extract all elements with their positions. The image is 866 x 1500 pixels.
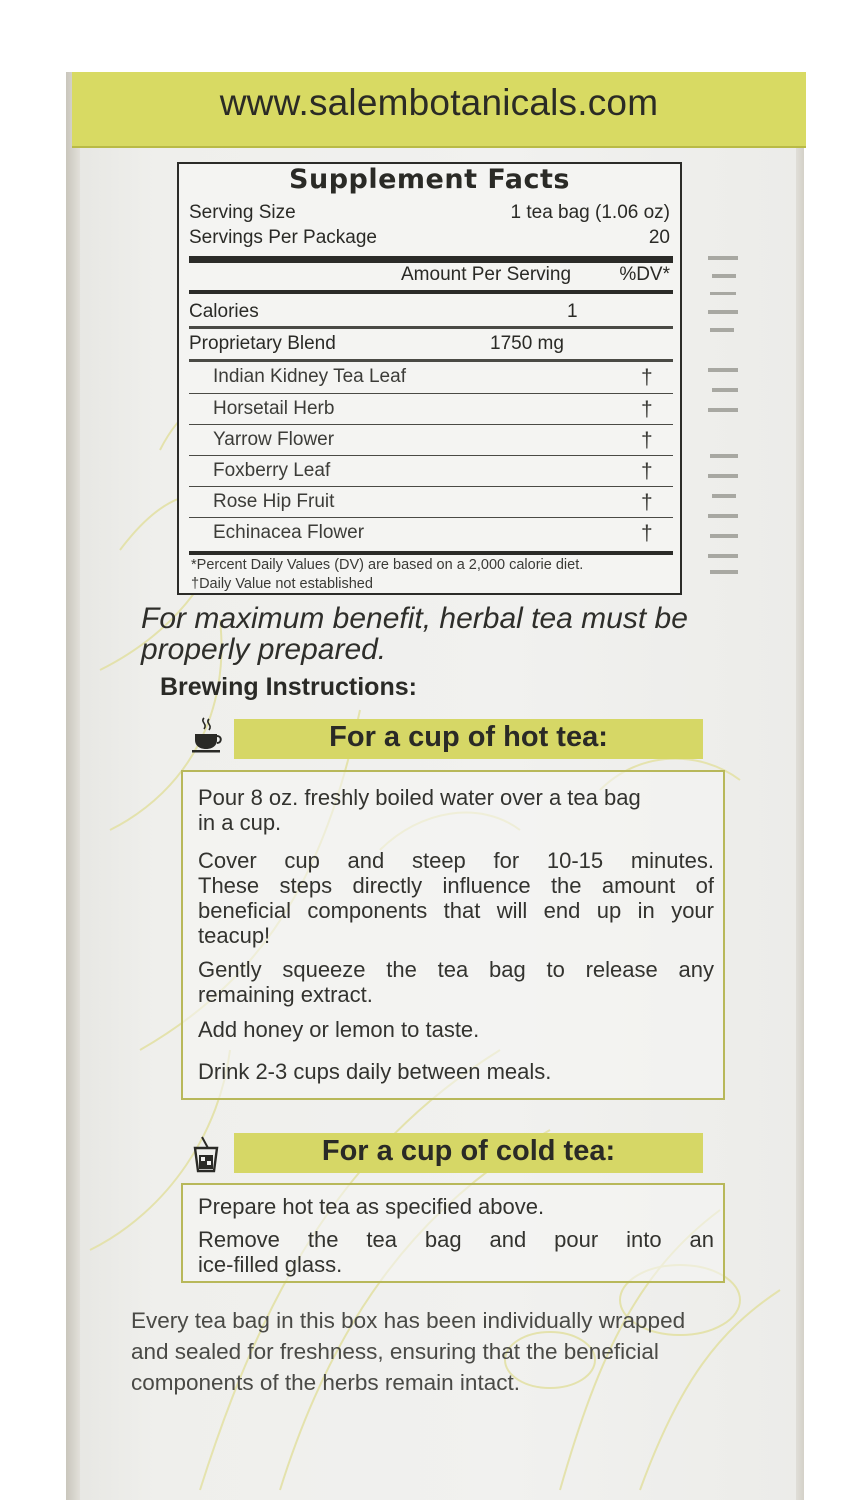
servings-per-package-value: 20 [648, 227, 670, 248]
website-url: www.salembotanicals.com [219, 82, 659, 123]
ingredient-dv: † [641, 366, 653, 389]
preparation-note: For maximum benefit, herbal tea must be properly prepared. [141, 602, 688, 666]
amount-per-serving-header: Amount Per Serving [401, 264, 572, 285]
hot-cup-icon [190, 716, 224, 754]
servings-per-package-label: Servings Per Package [189, 227, 377, 248]
blend-rule [189, 359, 673, 362]
ingredient-name: Rose Hip Fruit [213, 491, 335, 512]
step-line: Prepare hot tea as specified above. [198, 1194, 545, 1219]
closing-line: Every tea bag in this box has been individually wrapped [131, 1308, 686, 1333]
step-line: Cover cup and steep for 10-15 minutes. [198, 848, 714, 873]
step-line: remaining extract. [198, 982, 373, 1007]
ingredient-rule [189, 424, 673, 425]
thick-rule [189, 256, 673, 263]
supplement-facts-title: Supplement Facts [289, 164, 570, 195]
footnote-dv: *Percent Daily Values (DV) are based on a 2,000 calorie diet. [191, 557, 584, 573]
ingredient-rule [189, 393, 673, 394]
ingredient-dv: † [641, 460, 653, 483]
ingredient-dv: † [641, 522, 653, 545]
calories-label: Calories [189, 301, 259, 322]
lot-code-marks [706, 248, 742, 588]
hot-step-1 [198, 785, 714, 835]
ingredient-name: Foxberry Leaf [213, 460, 331, 481]
ingredient-name: Indian Kidney Tea Leaf [213, 366, 406, 387]
supplement-facts-panel [177, 162, 682, 595]
box-right-edge [796, 72, 804, 1500]
step-line: Add honey or lemon to taste. [198, 1017, 480, 1042]
calories-value: 1 [567, 301, 578, 322]
footnote-dagger: †Daily Value not established [191, 576, 373, 592]
cold-tea-heading: For a cup of cold tea: [321, 1135, 616, 1167]
step-line: Gently squeeze the tea bag to release any [198, 957, 714, 982]
hot-step-3 [198, 957, 714, 1007]
hot-step-4 [198, 1017, 714, 1042]
calories-rule [189, 326, 673, 329]
ingredient-name: Echinacea Flower [213, 522, 365, 543]
hot-step-5 [198, 1059, 714, 1084]
step-line: Pour 8 oz. freshly boiled water over a tea bag [198, 785, 641, 810]
box-left-fold [66, 72, 80, 1500]
cold-step-1 [198, 1194, 714, 1219]
medium-rule [189, 290, 673, 294]
ingredient-name: Yarrow Flower [213, 429, 335, 450]
step-line: Remove the tea bag and pour into an [198, 1227, 714, 1252]
step-line: beneficial components that will end up in your [198, 898, 714, 923]
ingredient-dv: † [641, 491, 653, 514]
proprietary-blend-value: 1750 mg [490, 333, 564, 354]
serving-size-value: 1 tea bag (1.06 oz) [510, 202, 670, 223]
step-line: ice-filled glass. [198, 1252, 343, 1277]
step-line: Drink 2-3 cups daily between meals. [198, 1059, 552, 1084]
step-line: teacup! [198, 923, 271, 948]
footnote-rule [189, 551, 673, 555]
ingredient-rule [189, 486, 673, 487]
brewing-instructions-heading: Brewing Instructions: [160, 673, 417, 701]
dv-header: %DV* [619, 264, 670, 285]
closing-line: components of the herbs remain intact. [131, 1370, 520, 1395]
closing-line: and sealed for freshness, ensuring that the beneficial [131, 1339, 659, 1364]
hot-step-2 [198, 848, 714, 948]
ingredient-name: Horsetail Herb [213, 398, 335, 419]
ingredient-dv: † [641, 429, 653, 452]
freshness-statement [131, 1305, 753, 1398]
ingredient-rule [189, 455, 673, 456]
cold-step-2 [198, 1227, 714, 1277]
serving-size-label: Serving Size [189, 202, 296, 223]
hot-tea-heading: For a cup of hot tea: [329, 721, 608, 753]
step-line: These steps directly influence the amount of [198, 873, 714, 898]
ingredient-dv: † [641, 398, 653, 421]
proprietary-blend-label: Proprietary Blend [189, 333, 336, 354]
iced-drink-icon [190, 1136, 224, 1174]
ingredient-rule [189, 517, 673, 518]
step-line: in a cup. [198, 810, 282, 835]
